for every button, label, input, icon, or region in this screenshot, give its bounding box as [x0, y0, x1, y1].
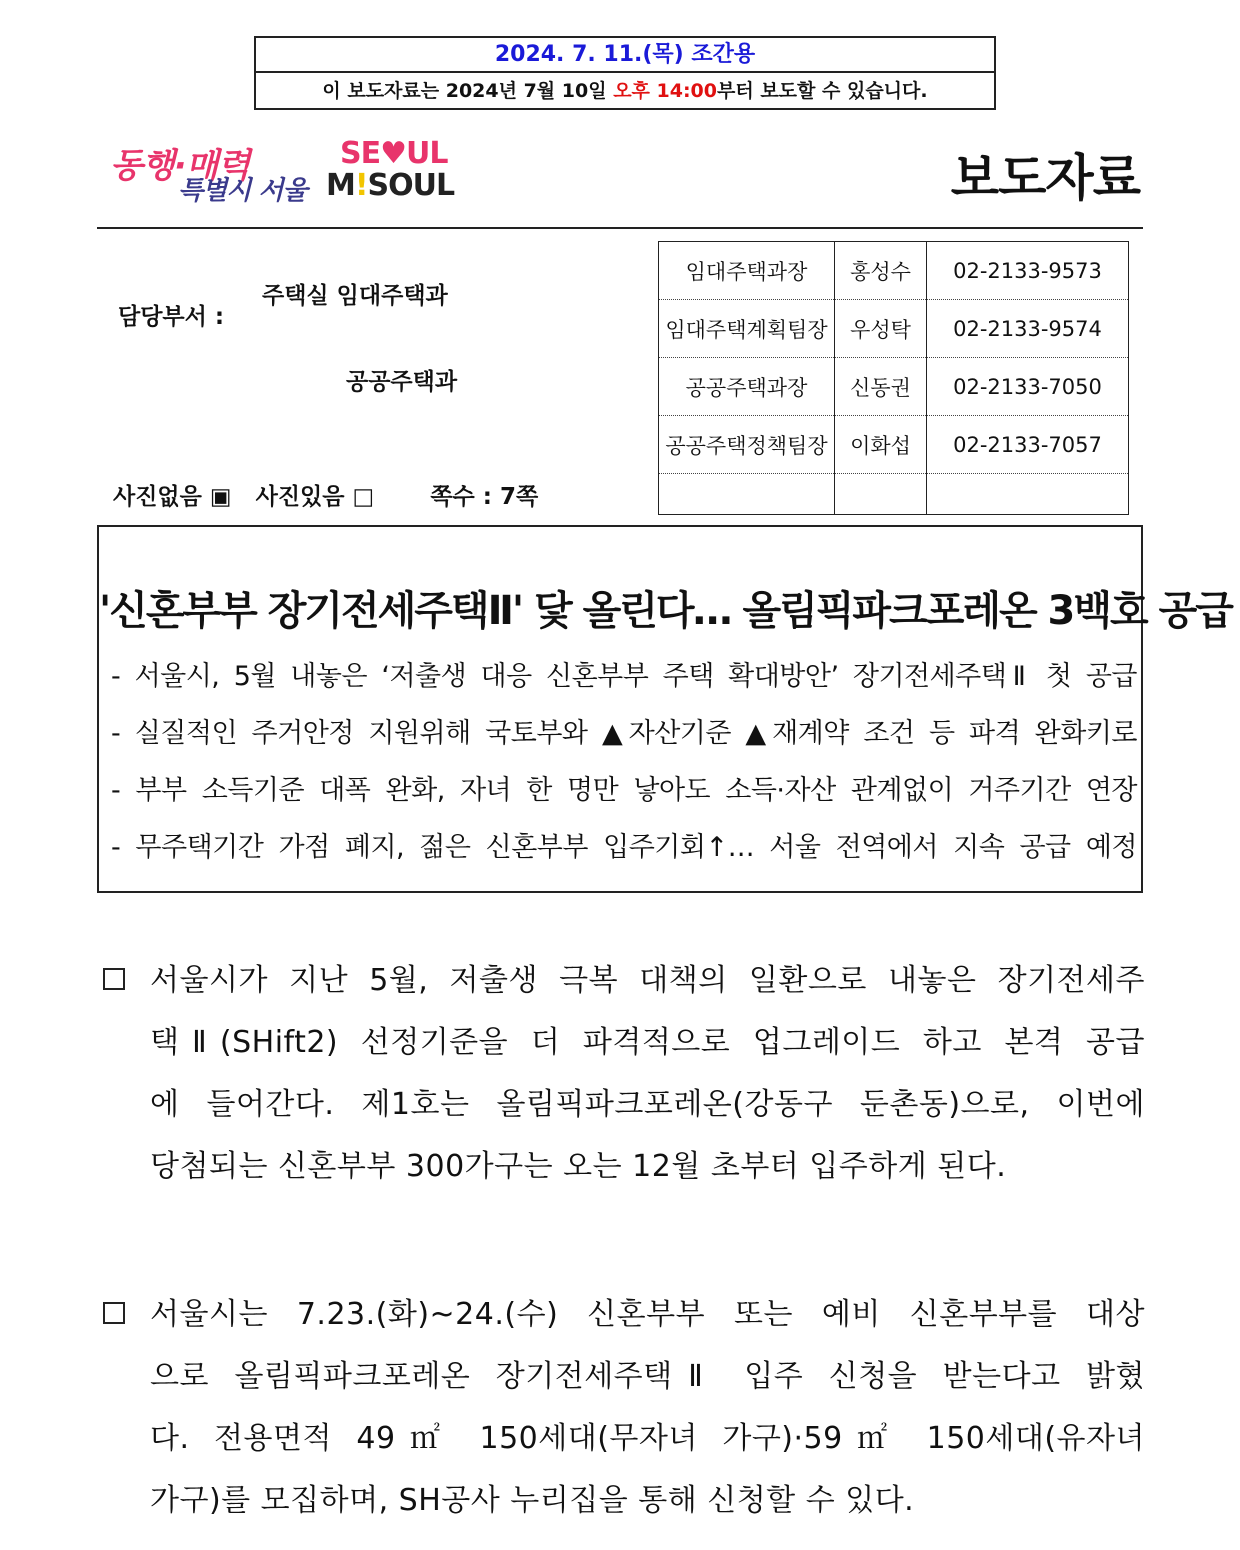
contact-phone: 02-2133-9574	[927, 300, 1129, 358]
contact-phone	[927, 474, 1129, 515]
table-row	[659, 416, 1129, 474]
unchecked-box-icon: □	[352, 484, 375, 510]
logo-soul: SOUL	[367, 168, 455, 203]
subheadings	[111, 655, 1137, 883]
logo-ul: UL	[406, 136, 448, 171]
contact-name: 이화섭	[835, 416, 927, 474]
subheading: - 부부 소득기준 대폭 완화, 자녀 한 명만 낳아도 소득·자산 관계없이 거주기간 연장	[111, 775, 1137, 806]
contact-title	[659, 474, 835, 515]
contact-phone: 02-2133-7057	[927, 416, 1129, 474]
contact-title: 임대주택과장	[659, 242, 835, 300]
checked-box-icon: ▣	[209, 484, 232, 510]
no-photo-label: 사진없음	[113, 484, 202, 510]
paragraph-line: 으로 올림픽파크포레온 장기전세주택Ⅱ 입주 신청을 받는다고 밝혔	[150, 1359, 1145, 1394]
headline: '신혼부부 장기전세주택Ⅱ' 닻 올린다… 올림픽파크포레온 3백호 공급	[99, 588, 1232, 634]
contact-name: 신동권	[835, 358, 927, 416]
paragraph-line: 다. 전용면적 49㎡ 150세대(무자녀 가구)·59㎡ 150세대(유자녀	[150, 1421, 1145, 1456]
seoul-my-soul-logo-line1	[340, 136, 448, 171]
contact-name: 우성탁	[835, 300, 927, 358]
subheading: - 서울시, 5월 내놓은 ‘저출생 대응 신혼부부 주택 확대방안’ 장기전세주택Ⅱ 첫 공급	[111, 661, 1137, 692]
logo-m: M	[326, 168, 355, 203]
contact-title: 공공주택정책팀장	[659, 416, 835, 474]
body-paragraph-2	[100, 1293, 1145, 1541]
dept-name-1: 주택실 임대주택과	[262, 283, 448, 309]
pages-label: 쪽수 :	[430, 484, 492, 510]
seoul-slogan-logo-line1: 동행·매력	[110, 146, 250, 186]
contact-name	[835, 474, 927, 515]
dept-name-2: 공공주택과	[346, 369, 458, 395]
contact-title: 공공주택과장	[659, 358, 835, 416]
paragraph-line: 서울시가 지난 5월, 저출생 극복 대책의 일환으로 내놓은 장기전세주	[150, 963, 1145, 998]
embargo-notice-pre: 이 보도자료는 2024년 7월 10일	[322, 80, 614, 102]
table-row	[659, 300, 1129, 358]
contact-name: 홍성수	[835, 242, 927, 300]
has-photo-label: 사진있음	[255, 484, 345, 510]
seoul-slogan-logo-line2: 특별시 서울	[178, 176, 307, 206]
paragraph-line: 가구)를 모집하며, SH공사 누리집을 통해 신청할 수 있다.	[150, 1483, 915, 1518]
seoul-my-soul-logo-line2	[326, 168, 454, 203]
bullet-box-icon	[103, 968, 125, 990]
photo-info-row	[113, 478, 538, 511]
table-row	[659, 474, 1129, 515]
paragraph-line: 택Ⅱ(SHift2) 선정기준을 더 파격적으로 업그레이드 하고 본격 공급	[150, 1025, 1145, 1060]
heart-icon: ♥	[380, 136, 407, 171]
paragraph-line: 당첨되는 신혼부부 300가구는 오는 12월 초부터 입주하게 된다.	[150, 1149, 1007, 1184]
document-title: 보도자료	[950, 149, 1140, 207]
body-paragraph-1	[100, 959, 1145, 1207]
dept-label: 담당부서 :	[118, 304, 225, 330]
table-row	[659, 242, 1129, 300]
embargo-box	[254, 36, 996, 110]
embargo-notice-post: 부터 보도할 수 있습니다.	[717, 80, 928, 102]
subheading: - 무주택기간 가점 폐지, 젊은 신혼부부 입주기회↑… 서울 전역에서 지속 공급 예정	[111, 832, 1137, 863]
pages-value: 7쪽	[500, 484, 539, 510]
header-divider	[97, 227, 1143, 229]
contact-phone: 02-2133-9573	[927, 242, 1129, 300]
embargo-notice-time: 오후 14:00	[613, 80, 717, 102]
logo-se: SE	[340, 136, 381, 171]
exclamation-icon: !	[354, 168, 368, 203]
subheading: - 실질적인 주거안정 지원위해 국토부와 ▲자산기준 ▲재계약 조건 등 파격 완화키로	[111, 718, 1137, 749]
embargo-notice	[256, 73, 994, 110]
embargo-date: 2024. 7. 11.(목) 조간용	[256, 38, 994, 73]
summary-box	[97, 525, 1232, 893]
paragraph-line: 서울시는 7.23.(화)~24.(수) 신혼부부 또는 예비 신혼부부를 대상	[150, 1297, 1145, 1332]
paragraph-line: 에 들어간다. 제1호는 올림픽파크포레온(강동구 둔촌동)으로, 이번에	[150, 1087, 1145, 1122]
contacts-table	[658, 241, 1129, 515]
contact-title: 임대주택계획팀장	[659, 300, 835, 358]
bullet-box-icon	[103, 1302, 125, 1324]
table-row	[659, 358, 1129, 416]
contact-phone: 02-2133-7050	[927, 358, 1129, 416]
